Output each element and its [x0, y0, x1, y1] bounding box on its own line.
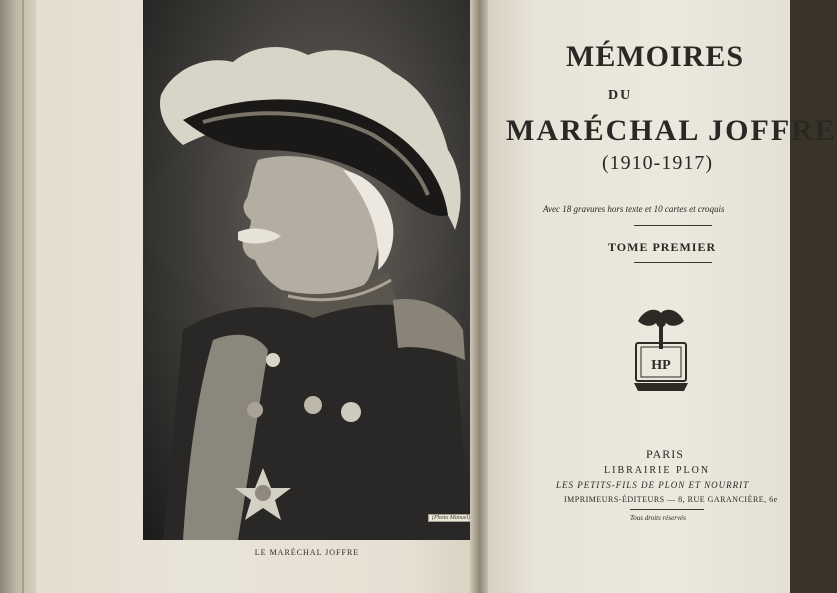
- title-marechal-joffre: MARÉCHAL JOFFRE: [506, 114, 837, 147]
- portrait-caption: LE MARÉCHAL JOFFRE: [254, 548, 360, 557]
- photo-credit: (Photo Manuel): [428, 514, 474, 522]
- binding-line: [22, 0, 24, 593]
- subtitle-illustrations: Avec 18 gravures hors texte et 10 cartes et croquis: [543, 204, 725, 214]
- publisher-emblem-icon: [630, 307, 692, 391]
- title-memoires: MÉMOIRES: [566, 40, 745, 73]
- binding-edge: [0, 0, 36, 593]
- volume-label: TOME PREMIER: [608, 240, 717, 254]
- title-dates: (1910-1917): [602, 152, 713, 174]
- imprint-publisher: LIBRAIRIE PLON: [604, 465, 711, 476]
- portrait-figure: [143, 0, 471, 540]
- divider-rule: [634, 225, 712, 226]
- imprint-address: IMPRIMEURS-ÉDITEURS — 8, RUE GARANCIÈRE, 6e: [564, 495, 778, 504]
- title-page: [488, 0, 790, 593]
- divider-rule: [634, 262, 712, 263]
- rights-notice: Tous droits réservés: [630, 514, 686, 522]
- imprint-publisher-sub: LES PETITS-FILS DE PLON ET NOURRIT: [556, 480, 750, 490]
- imprint-city: PARIS: [646, 447, 684, 461]
- portrait-photograph: [143, 0, 471, 540]
- emblem-letters: HP: [651, 358, 671, 373]
- title-du: DU: [608, 88, 633, 103]
- divider-rule: [630, 509, 704, 510]
